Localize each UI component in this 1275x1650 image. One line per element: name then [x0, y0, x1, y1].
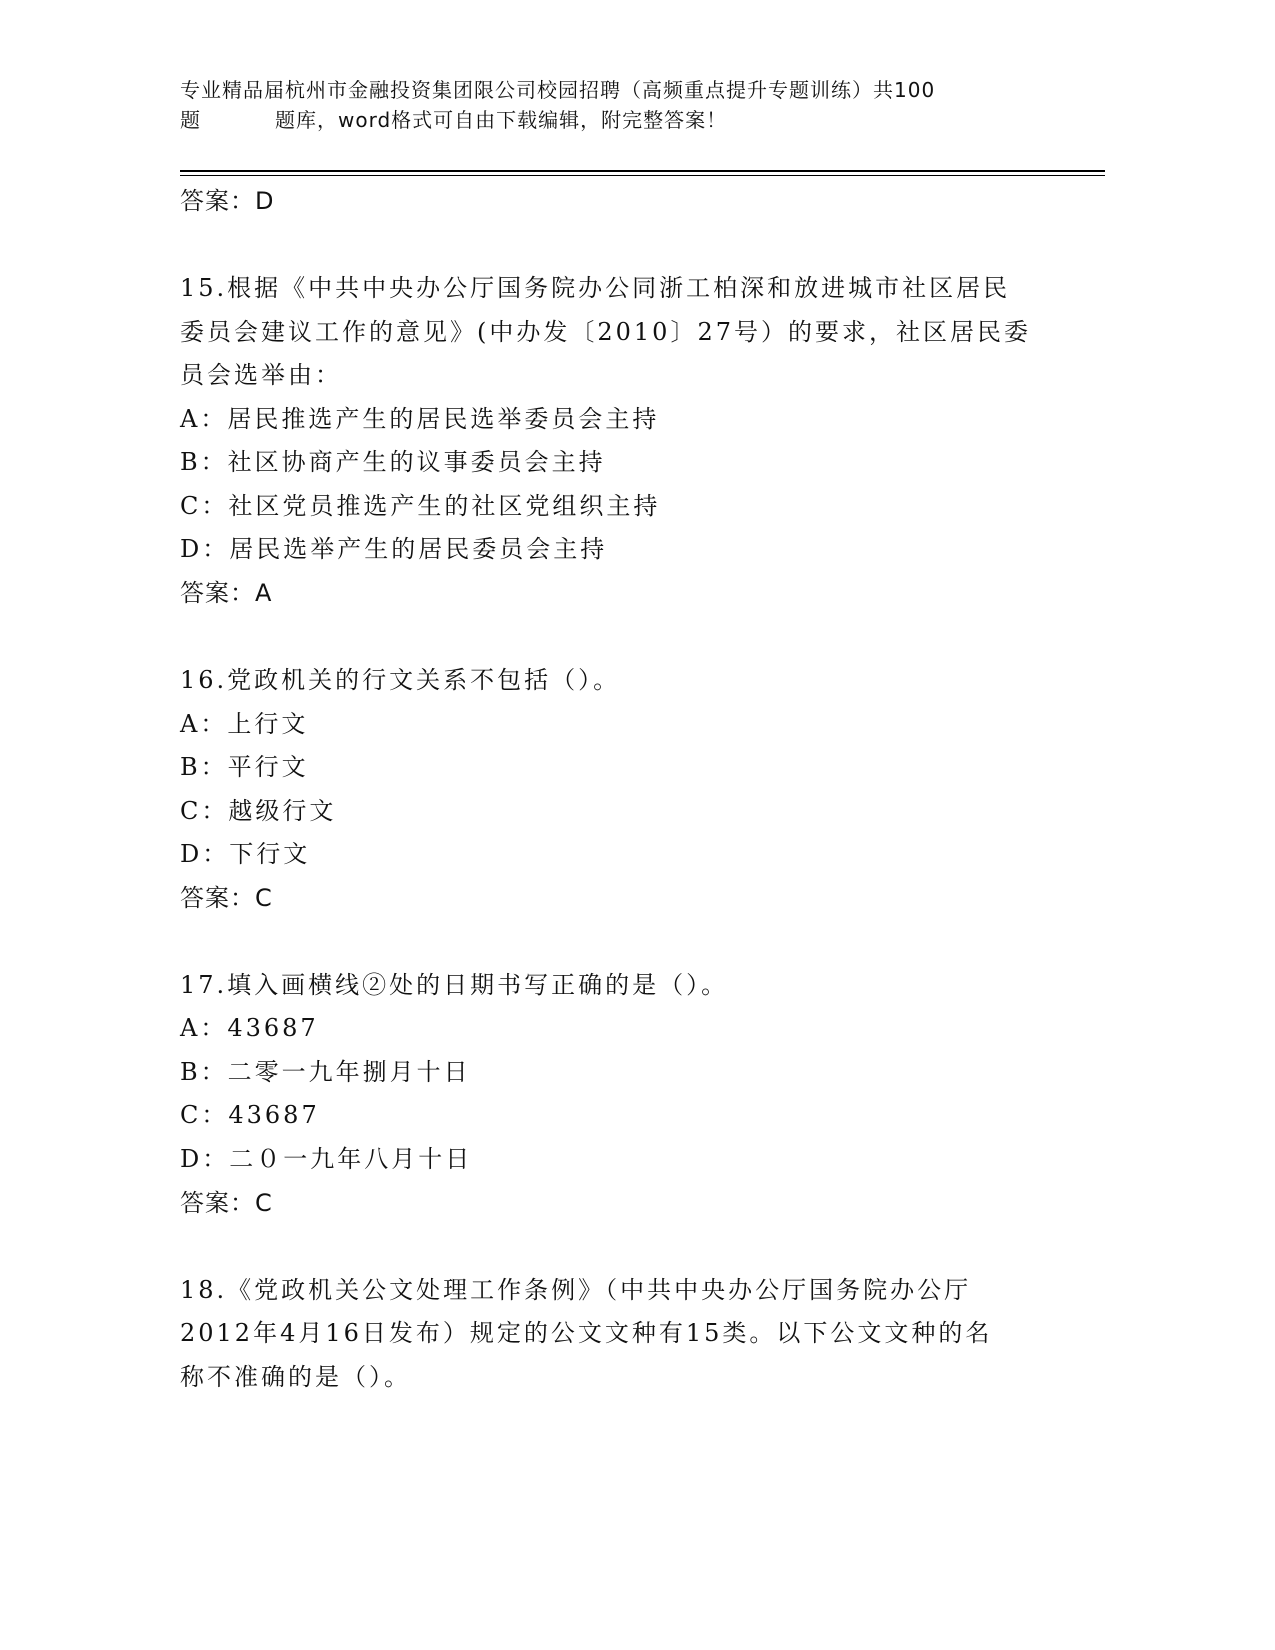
header-line-2b: 题库，word格式可自由下载编辑，附完整答案！ [275, 108, 728, 132]
answer-key: 答案：A [180, 578, 273, 607]
question-text: 17.填入画横线②处的日期书写正确的是（）。 [180, 970, 729, 999]
answer-option: B：社区协商产生的议事委员会主持 [180, 448, 606, 477]
answer-option: A：43687 [180, 1014, 319, 1043]
answer-option: C：越级行文 [180, 796, 337, 825]
answer-option: B：平行文 [180, 753, 309, 782]
question-text: 称不准确的是（）。 [180, 1362, 411, 1391]
document-body [180, 180, 1080, 1399]
answer-option: C：社区党员推选产生的社区党组织主持 [180, 491, 661, 520]
question-text: 2012年4月16日发布）规定的公文文种有15类。以下公文文种的名 [180, 1319, 993, 1348]
answer-option: A：居民推选产生的居民选举委员会主持 [180, 404, 660, 433]
question-text: 18.《党政机关公文处理工作条例》（中共中央办公厅国务院办公厅 [180, 1275, 972, 1304]
question-text: 委员会建议工作的意见》(中办发〔2010〕27号）的要求，社区居民委 [180, 317, 1031, 346]
question-text: 15.根据《中共中央办公厅国务院办公同浙工柏深和放进城市社区居民 [180, 274, 1011, 303]
answer-option: D：下行文 [180, 840, 311, 869]
answer-option: B：二零一九年捌月十日 [180, 1057, 471, 1086]
previous-answer: 答案：D [180, 187, 275, 215]
header-line-1: 专业精品届杭州市金融投资集团限公司校园招聘（高频重点提升专题训练）共100 [180, 78, 936, 102]
header-rule-thin [180, 175, 1105, 176]
question-text: 员会选举由： [180, 361, 342, 390]
question-text: 16.党政机关的行文关系不包括（）。 [180, 666, 621, 695]
header-line-2a: 题 [180, 108, 201, 132]
answer-option: D：二０一九年八月十日 [180, 1145, 473, 1174]
answer-key: 答案：C [180, 883, 273, 912]
header-rule-thick [180, 170, 1105, 172]
answer-option: A：上行文 [180, 709, 309, 738]
answer-option: D：居民选举产生的居民委员会主持 [180, 535, 608, 564]
answer-option: C：43687 [180, 1101, 320, 1130]
answer-key: 答案：C [180, 1188, 273, 1217]
